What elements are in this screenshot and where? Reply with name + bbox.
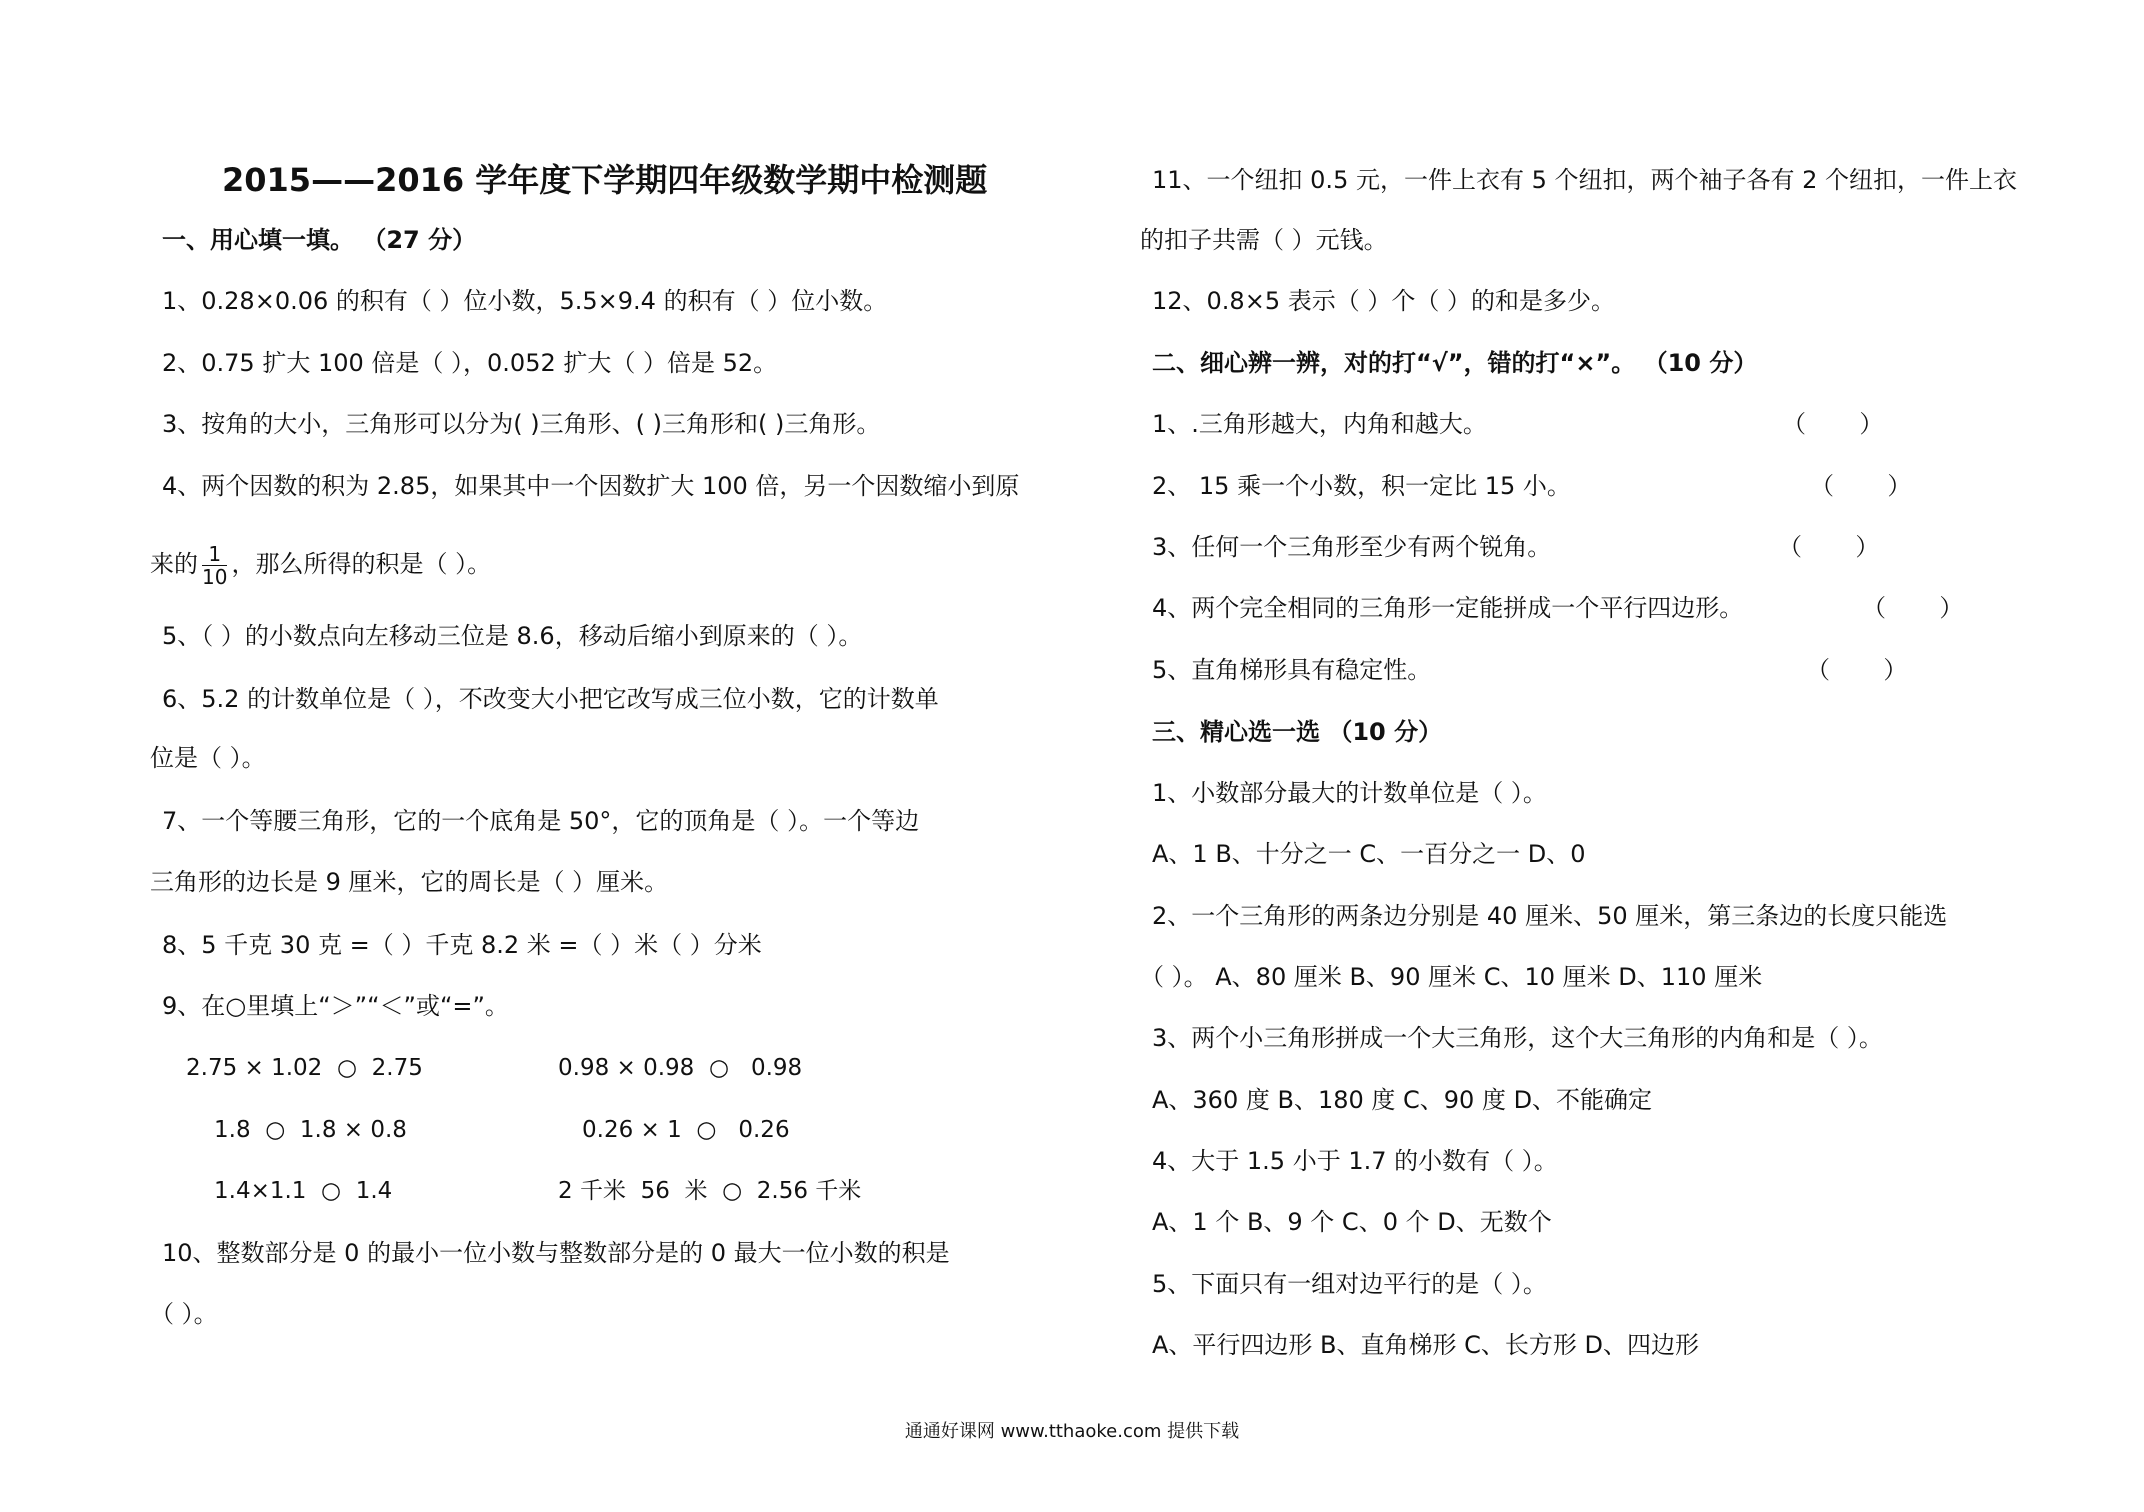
choice-5-options: A、平行四边形 B、直角梯形 C、长方形 D、四边形 bbox=[1152, 1331, 1700, 1359]
fraction-denominator: 10 bbox=[202, 564, 228, 589]
q4-suffix: ，那么所得的积是（ ）。 bbox=[231, 550, 492, 578]
question-6-line2: 位是（ ）。 bbox=[150, 744, 266, 772]
choice-4: 4、大于 1.5 小于 1.7 的小数有（ ）。 bbox=[1152, 1147, 1558, 1175]
fraction-numerator: 1 bbox=[202, 543, 227, 566]
compare-1b: 0.98 × 0.98 ○ 0.98 bbox=[558, 1055, 803, 1081]
question-5: 5、（ ）的小数点向左移动三位是 8.6，移动后缩小到原来的（ ）。 bbox=[162, 622, 863, 650]
choice-5: 5、下面只有一组对边平行的是（ ）。 bbox=[1152, 1270, 1547, 1298]
page-title: 2015——2016 学年度下学期四年级数学期中检测题 bbox=[222, 161, 988, 199]
section1-heading: 一、用心填一填。 （27 分） bbox=[162, 226, 477, 254]
compare-3b: 2 千米 56 米 ○ 2.56 千米 bbox=[558, 1178, 862, 1204]
judge-1: 1、.三角形越大，内角和越大。 bbox=[1152, 410, 1487, 438]
fraction-one-tenth bbox=[202, 543, 227, 588]
judge-2-answer-blank: （ ） bbox=[1810, 472, 1912, 500]
judge-5-answer-blank: （ ） bbox=[1806, 656, 1908, 684]
choice-1: 1、小数部分最大的计数单位是（ ）。 bbox=[1152, 779, 1547, 807]
question-6-line1: 6、5.2 的计数单位是（ ），不改变大小把它改写成三位小数，它的计数单 bbox=[162, 685, 939, 713]
question-4-line1: 4、两个因数的积为 2.85，如果其中一个因数扩大 100 倍，另一个因数缩小到原 bbox=[162, 472, 1020, 500]
question-2: 2、0.75 扩大 100 倍是（ ），0.052 扩大（ ）倍是 52。 bbox=[162, 349, 778, 377]
compare-1a: 2.75 × 1.02 ○ 2.75 bbox=[186, 1055, 423, 1081]
question-9: 9、在○里填上“＞”“＜”或“=”。 bbox=[162, 992, 509, 1020]
footer-credit: 通通好课网 www.tthaoke.com 提供下载 bbox=[904, 1421, 1240, 1442]
section2-heading: 二、细心辨一辨，对的打“√”，错的打“×”。 （10 分） bbox=[1152, 349, 1758, 377]
question-1: 1、0.28×0.06 的积有（ ）位小数，5.5×9.4 的积有（ ）位小数。 bbox=[162, 287, 888, 315]
question-7-line1: 7、一个等腰三角形，它的一个底角是 50°，它的顶角是（ ）。一个等边 bbox=[162, 807, 920, 835]
judge-5: 5、直角梯形具有稳定性。 bbox=[1152, 656, 1432, 684]
question-7-line2: 三角形的边长是 9 厘米，它的周长是（ ）厘米。 bbox=[150, 868, 669, 896]
question-11-line1: 11、一个纽扣 0.5 元，一件上衣有 5 个纽扣，两个袖子各有 2 个纽扣，一件上衣 bbox=[1152, 166, 2018, 194]
question-10-line2: （ ）。 bbox=[150, 1300, 218, 1328]
question-4-line2 bbox=[150, 536, 491, 592]
question-3: 3、按角的大小，三角形可以分为( )三角形、( )三角形和( )三角形。 bbox=[162, 410, 881, 438]
question-8: 8、5 千克 30 克 =（ ）千克 8.2 米 =（ ）米（ ）分米 bbox=[162, 931, 762, 959]
judge-2: 2、 15 乘一个小数，积一定比 15 小。 bbox=[1152, 472, 1571, 500]
choice-1-options: A、1 B、十分之一 C、一百分之一 D、0 bbox=[1152, 840, 1586, 868]
judge-4: 4、两个完全相同的三角形一定能拼成一个平行四边形。 bbox=[1152, 594, 1744, 622]
choice-3-options: A、360 度 B、180 度 C、90 度 D、不能确定 bbox=[1152, 1086, 1653, 1114]
question-11-line2: 的扣子共需（ ）元钱。 bbox=[1140, 226, 1388, 254]
question-10-line1: 10、整数部分是 0 的最小一位小数与整数部分是的 0 最大一位小数的积是 bbox=[162, 1239, 950, 1267]
compare-3a: 1.4×1.1 ○ 1.4 bbox=[214, 1178, 393, 1204]
q4-prefix: 来的 bbox=[150, 550, 198, 578]
choice-4-options: A、1 个 B、9 个 C、0 个 D、无数个 bbox=[1152, 1208, 1552, 1236]
judge-3: 3、任何一个三角形至少有两个锐角。 bbox=[1152, 533, 1552, 561]
choice-2-line1: 2、一个三角形的两条边分别是 40 厘米、50 厘米，第三条边的长度只能选 bbox=[1152, 902, 1948, 930]
question-12: 12、0.8×5 表示（ ）个（ ）的和是多少。 bbox=[1152, 287, 1615, 315]
choice-3: 3、两个小三角形拼成一个大三角形，这个大三角形的内角和是（ ）。 bbox=[1152, 1024, 1883, 1052]
judge-3-answer-blank: （ ） bbox=[1778, 533, 1880, 561]
judge-4-answer-blank: （ ） bbox=[1862, 594, 1964, 622]
compare-2b: 0.26 × 1 ○ 0.26 bbox=[582, 1117, 790, 1143]
compare-2a: 1.8 ○ 1.8 × 0.8 bbox=[214, 1117, 407, 1143]
section3-heading: 三、精心选一选 （10 分） bbox=[1152, 718, 1443, 746]
judge-1-answer-blank: （ ） bbox=[1782, 410, 1884, 438]
choice-2-line2: （ ）。 A、80 厘米 B、90 厘米 C、10 厘米 D、110 厘米 bbox=[1140, 963, 1763, 991]
